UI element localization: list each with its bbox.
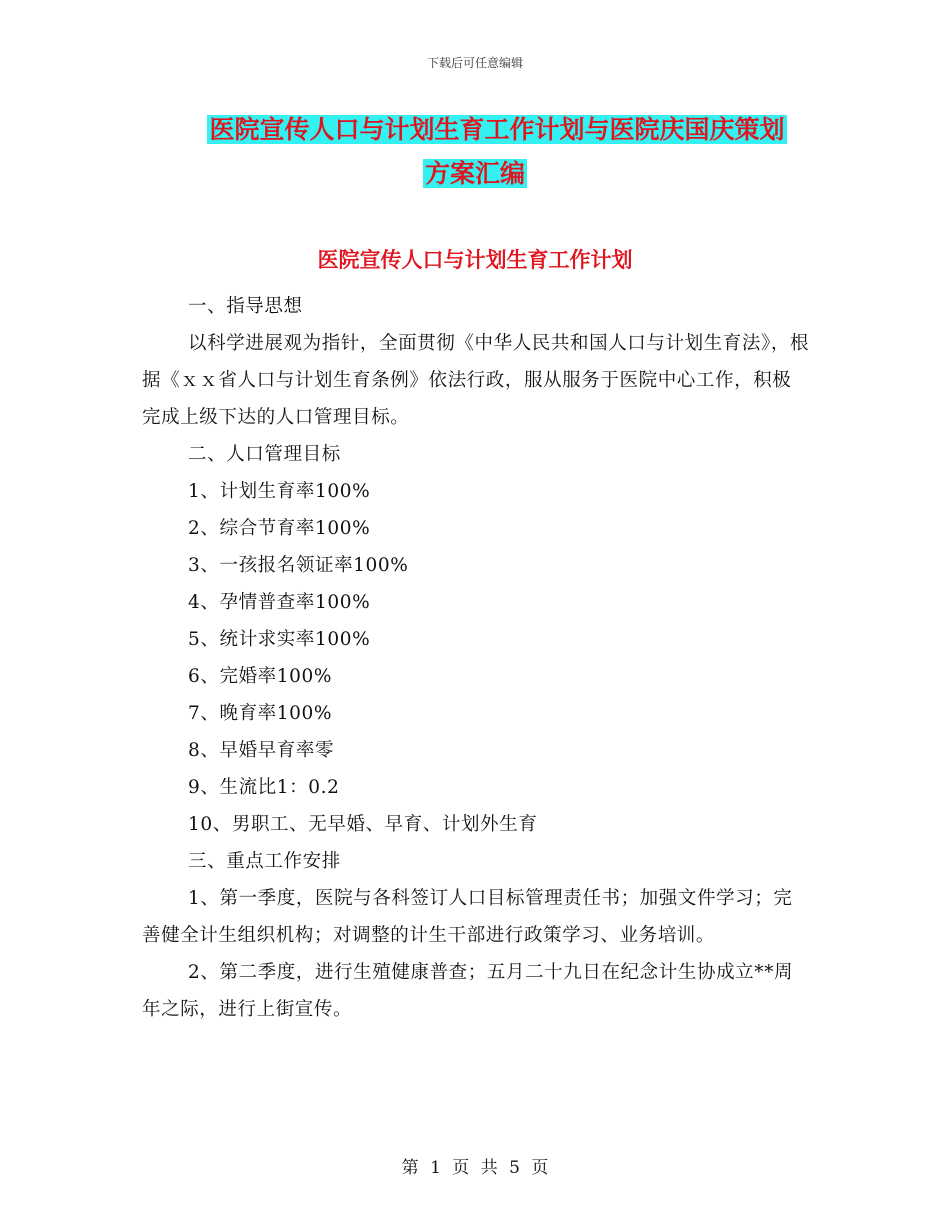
list-item-target-3: 3、一孩报名领证率100% [188, 555, 409, 576]
paragraph-guiding-ideology: 以科学进展观为指针，全面贯彻《中华人民共和国人口与计划生育法》，根据《ｘｘ省人口与计划生育条例》依法行政，服从服务于医院中心工作，积极完成上级下达的人口管理目标。 [142, 333, 810, 428]
list-item-target-4: 4、孕情普查率100% [188, 592, 371, 613]
list-item-target-2: 2、综合节育率100% [188, 518, 371, 539]
list-item-target-8: 8、早婚早育率零 [188, 740, 335, 761]
section-title: 医院宣传人口与计划生育工作计划 [317, 247, 633, 272]
heading-key-work: 三、重点工作安排 [188, 851, 341, 872]
list-item-target-6: 6、完婚率100% [188, 666, 333, 687]
document-title-text-1: 医院宣传人口与计划生育工作计划与医院庆国庆策划 [209, 115, 785, 144]
list-item-target-9: 9、生流比1：0.2 [188, 777, 340, 798]
paragraph-first-quarter: 1、第一季度，医院与各科签订人口目标管理责任书；加强文件学习；完善健全计生组织机构；对调整的计生干部进行政策学习、业务培训。 [142, 888, 793, 946]
page-footer: 第 1 页 共 5 页 [401, 1158, 549, 1178]
list-item-target-1: 1、计划生育率100% [188, 481, 371, 502]
document-title-line-2 [0, 152, 950, 196]
list-item-target-10: 10、男职工、无早婚、早育、计划外生育 [188, 814, 538, 835]
list-item-target-5: 5、统计求实率100% [188, 629, 371, 650]
list-item-target-7: 7、晚育率100% [188, 703, 333, 724]
heading-guiding-ideology: 一、指导思想 [188, 296, 303, 317]
document-title-text-2: 方案汇编 [424, 159, 525, 188]
document-body [142, 288, 810, 1028]
paragraph-second-quarter: 2、第二季度，进行生殖健康普查；五月二十九日在纪念计生协成立**周年之际，进行上街宣传。 [142, 962, 794, 1020]
header-note: 下载后可任意编辑 [426, 56, 523, 70]
heading-population-targets: 二、人口管理目标 [188, 444, 341, 465]
document-title-line-1 [22, 108, 950, 152]
